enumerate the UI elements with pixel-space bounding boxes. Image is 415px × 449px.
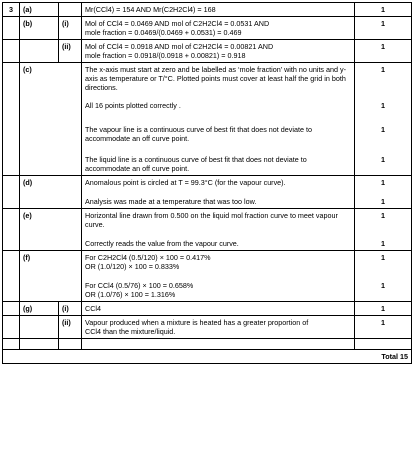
answer-cell (82, 302, 355, 316)
marks-cell (355, 176, 412, 209)
part-label (20, 316, 59, 339)
answer-block: The x-axis must start at zero and be labelled as ‘mole fraction’ with no units and y-axis as temperature or T/°C. Plotted points must cover at least half the grid in both directions. (85, 65, 347, 92)
marks-cell: 1 (355, 302, 412, 316)
part-label: (a) (20, 3, 59, 17)
answer-line: Mol of CCl4 = 0.0469 AND mol of C2H2Cl4 = 0.0531 AND (85, 19, 270, 28)
table-row (3, 316, 412, 339)
answer-cell (82, 63, 355, 176)
answer-block: Horizontal line drawn from 0.500 on the liquid mol fraction curve to meet vapour curve. (85, 211, 338, 229)
answer-cell (82, 176, 355, 209)
answer-cell (82, 17, 355, 40)
marks-cell: 1 (355, 3, 412, 17)
answer-line: Mr(CCl4) = 154 AND Mr(C2H2Cl4) = 168 (85, 5, 216, 14)
marks-cell (355, 251, 412, 302)
sub-part-label: (ii) (59, 316, 82, 339)
part-label: (f) (20, 251, 82, 302)
answer-block: The vapour line is a continuous curve of best fit that does not deviate to accommodate an off curve point. (85, 125, 312, 143)
answer-cell (82, 3, 355, 17)
answer-cell (82, 316, 355, 339)
answer-line: Mol of CCl4 = 0.0918 AND mol of C2H2Cl4 = 0.00821 AND (85, 42, 274, 51)
table-row (3, 40, 412, 63)
part-label: (e) (20, 209, 82, 251)
marks-cell: 1 (355, 17, 412, 40)
table-row (3, 251, 412, 302)
total-marks: Total 15 (3, 350, 412, 364)
table-row (3, 3, 412, 17)
marks-cell (355, 63, 412, 176)
answer-block: Anomalous point is circled at T = 99.3°C (for the vapour curve). (85, 178, 286, 187)
answer-line: CCl4 (85, 304, 101, 313)
sub-part-label: (i) (59, 17, 82, 40)
answer-block: For C2H2Cl4 (0.5/120) × 100 = 0.417% OR (1.0/120) × 100 = 0.833% (85, 253, 211, 271)
answer-line: mole fraction = 0.0469/(0.0469 + 0.0531) = 0.469 (85, 28, 242, 37)
marks-cell (355, 209, 412, 251)
answer-cell (82, 40, 355, 63)
mark: 1 (381, 281, 385, 290)
mark: 1 (381, 101, 385, 110)
sub-part-label: (ii) (59, 40, 82, 63)
sub-part-label (59, 3, 82, 17)
mark: 1 (381, 211, 385, 220)
answer-cell (82, 209, 355, 251)
answer-block: For CCl4 (0.5/76) × 100 = 0.658% OR (1.0/76) × 100 = 1.316% (85, 281, 194, 299)
answer-block: Correctly reads the value from the vapour curve. (85, 239, 239, 248)
part-label (20, 40, 59, 63)
sub-part-label: (i) (59, 302, 82, 316)
mark: 1 (381, 197, 385, 206)
answer-line: mole fraction = 0.0918/(0.0918 + 0.00821) = 0.918 (85, 51, 246, 60)
table-row (3, 209, 412, 251)
part-label: (c) (20, 63, 82, 176)
table-row (3, 302, 412, 316)
part-label: (d) (20, 176, 82, 209)
table-row (3, 339, 412, 350)
answer-block: Analysis was made at a temperature that was too low. (85, 197, 257, 206)
mark: 1 (381, 239, 385, 248)
mark: 1 (381, 253, 385, 262)
part-label: (g) (20, 302, 59, 316)
part-label: (b) (20, 17, 59, 40)
marks-cell: 1 (355, 40, 412, 63)
mark: 1 (381, 125, 385, 134)
total-row (3, 350, 412, 364)
marks-cell: 1 (355, 316, 412, 339)
answer-line: Vapour produced when a mixture is heated has a greater proportion of (85, 318, 309, 327)
mark-scheme-table (2, 2, 412, 364)
mark: 1 (381, 65, 385, 74)
answer-cell (82, 251, 355, 302)
answer-line: CCl4 than the mixture/liquid. (85, 327, 176, 336)
question-number: 3 (3, 3, 20, 17)
mark: 1 (381, 178, 385, 187)
answer-block: The liquid line is a continuous curve of best fit that does not deviate to accommodate an off curve point. (85, 155, 307, 173)
mark: 1 (381, 155, 385, 164)
table-row (3, 176, 412, 209)
table-row (3, 63, 412, 176)
answer-block: All 16 points plotted correctly . (85, 101, 181, 110)
table-row (3, 17, 412, 40)
